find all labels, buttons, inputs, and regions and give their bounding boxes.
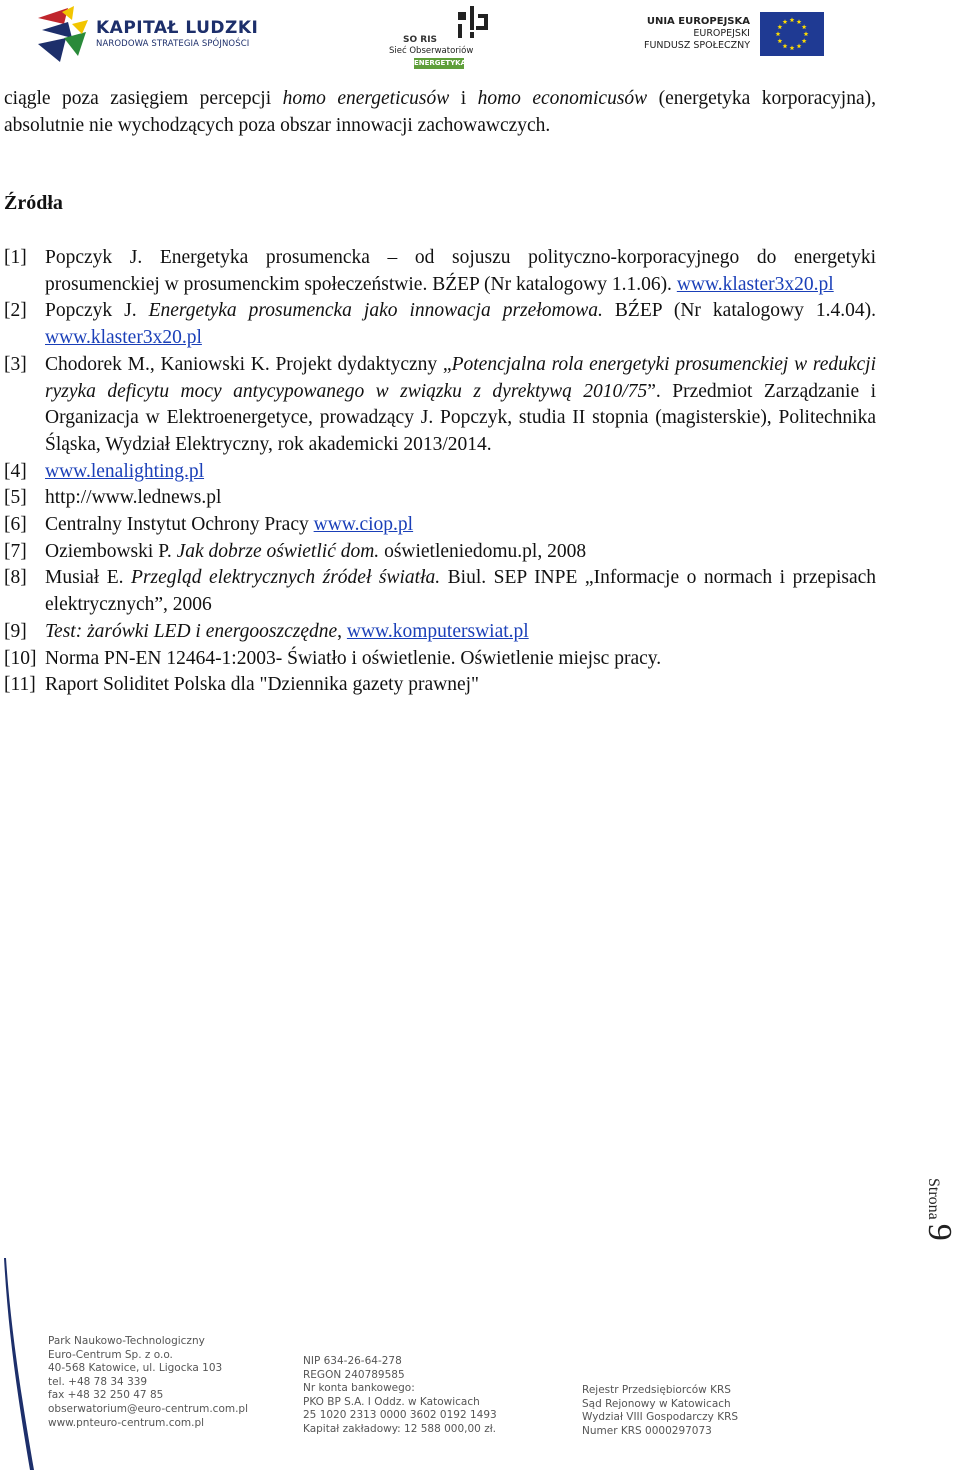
footer-line: Sąd Rejonowy w Katowicach: [582, 1397, 731, 1410]
reference-text: oświetleniedomu.pl, 2008: [379, 540, 587, 562]
eu-line-1: UNIA EUROPEJSKA: [646, 16, 750, 27]
footer-middle: [303, 1355, 497, 1437]
footer-line: 25 1020 2313 0000 3602 0192 1493: [303, 1409, 497, 1422]
intro-italic-2: homo economicusów: [477, 88, 648, 109]
reference-title: Energetyka prosumencka jako innowacja przełomowa.: [148, 300, 603, 322]
reference-text: Centralny Instytut Ochrony Pracy: [45, 514, 314, 536]
reference-item: [4, 298, 876, 351]
footer-line: fax +48 32 250 47 85: [48, 1389, 164, 1402]
reference-number: [5]: [4, 487, 27, 509]
footer-line: Rejestr Przedsiębiorców KRS: [582, 1384, 731, 1396]
reference-title: Potencjalna rola energetyki prosumenckiej w redukcji ryzyka deficytu mocy antycypowanego w związku z dyrektywą 2010/75: [45, 353, 877, 402]
reference-text: Popczyk J.: [45, 300, 149, 322]
footer-line: REGON 240789585: [303, 1368, 405, 1381]
reference-number: [10]: [4, 647, 37, 669]
reference-number: [7]: [4, 540, 27, 562]
intro-text-2: i: [449, 88, 478, 109]
intro-text-3: (energetyka korporacyjna), absolutnie nie wychodzących poza obszar innowacji zachowawczych.: [4, 88, 876, 136]
reference-item: [4, 352, 876, 459]
reference-number: [11]: [4, 674, 36, 696]
reference-text: Chodorek M., Kaniowski K. Projekt dydaktyczny „: [45, 353, 452, 375]
reference-number: [6]: [4, 514, 27, 536]
eu-text: [644, 16, 750, 52]
reference-link[interactable]: www.ciop.pl: [313, 514, 414, 536]
reference-item: [4, 565, 876, 618]
sources-heading: Źródła: [4, 192, 63, 214]
reference-text: Biul. SEP INPE „Informacje o normach i przepisach elektrycznych”, 2006: [45, 567, 877, 616]
footer-line: www.pnteuro-centrum.com.pl: [48, 1416, 205, 1429]
reference-item: [4, 672, 876, 699]
footer-line: Numer KRS 0000297073: [582, 1424, 712, 1437]
page-label: Strona: [925, 1178, 942, 1220]
reference-item: [4, 539, 876, 566]
page-header: [0, 0, 960, 70]
footer-line: Euro-Centrum Sp. z o.o.: [48, 1348, 173, 1361]
reference-link[interactable]: www.klaster3x20.pl: [676, 273, 834, 295]
footer-line: Park Naukowo-Technologiczny: [48, 1335, 205, 1347]
references-list: [4, 245, 876, 699]
reference-item: [4, 619, 876, 646]
footer-line: Nr konta bankowego:: [303, 1382, 415, 1395]
page-number-rotated: [920, 1178, 958, 1241]
footer-line: Kapitał zakładowy: 12 588 000,00 zł.: [303, 1422, 497, 1435]
kapital-ludzki-title: KAPITAŁ LUDZKI: [96, 18, 259, 38]
reference-link[interactable]: www.klaster3x20.pl: [45, 327, 202, 349]
reference-item: [4, 485, 876, 512]
intro-paragraph-block: [4, 86, 876, 139]
soris-name: SO RIS: [403, 35, 438, 45]
reference-number: [3]: [4, 353, 27, 375]
reference-text: ”. Przedmiot Zarządzanie i Organizacja w Elektroenergetyce, prowadzący J. Popczyk, studia II stopnia (magisterskie), Politechnika Śląska, Wydział Elektryczny, rok akademicki 2013/2014.: [45, 380, 876, 455]
kapital-ludzki-star-logo: [38, 4, 90, 66]
reference-text: http://www.lednews.pl: [45, 487, 222, 509]
footer-line: 40-568 Katowice, ul. Ligocka 103: [48, 1362, 223, 1375]
reference-text: Norma PN-EN 12464-1:2003- Światło i oświetlenie. Oświetlenie miejsc pracy.: [45, 647, 662, 669]
soris-mark-icon: [456, 4, 490, 40]
reference-number: [9]: [4, 620, 27, 642]
reference-text: Musiał E.: [45, 567, 132, 589]
reference-title: Jak dobrze oświetlić dom.: [176, 540, 380, 562]
soris-network: Sieć Obserwatoriów: [389, 46, 474, 56]
footer-line: tel. +48 78 34 339: [48, 1375, 148, 1388]
reference-number: [8]: [4, 567, 27, 589]
intro-paragraph: [4, 86, 876, 139]
intro-text-1: ciągle poza zasięgiem percepcji: [4, 88, 283, 109]
kapital-ludzki-subtitle: NARODOWA STRATEGIA SPÓJNOŚCI: [96, 39, 250, 49]
reference-item: [4, 646, 876, 673]
footer-right: [582, 1384, 738, 1438]
reference-link[interactable]: www.komputerswiat.pl: [346, 620, 529, 642]
reference-item: [4, 512, 876, 539]
reference-title: Test: żarówki LED i energooszczędne: [45, 620, 338, 642]
reference-number: [4]: [4, 460, 27, 482]
footer-line: obserwatorium@euro-centrum.com.pl: [48, 1402, 249, 1415]
page-number-value: 9: [921, 1223, 958, 1241]
reference-text: Oziembowski P.: [45, 540, 177, 562]
eu-line-3: FUNDUSZ SPOŁECZNY: [644, 40, 750, 51]
soris-energetyka-bar: ENERGETYKA: [414, 59, 467, 67]
footer-line: Wydział VIII Gospodarczy KRS: [582, 1411, 739, 1424]
eu-flag-icon: [760, 12, 824, 56]
reference-text: ,: [337, 620, 347, 642]
decorative-swoosh: [0, 1258, 40, 1470]
page-number: [918, 1178, 958, 1258]
reference-text: Raport Soliditet Polska dla "Dziennika gazety prawnej": [45, 674, 479, 696]
soris-logo: [386, 2, 506, 68]
footer-left: [48, 1335, 248, 1430]
reference-title: Przegląd elektrycznych źródeł światła.: [131, 567, 441, 589]
eu-line-2: EUROPEJSKI: [693, 28, 750, 39]
reference-number: [1]: [4, 247, 27, 268]
reference-link[interactable]: www.lenalighting.pl: [45, 460, 205, 482]
reference-number: [2]: [4, 300, 27, 322]
intro-italic-1: homo energeticusów: [282, 88, 450, 109]
reference-item: [4, 245, 876, 298]
footer-line: PKO BP S.A. I Oddz. w Katowicach: [303, 1395, 480, 1408]
footer-line: NIP 634-26-64-278: [303, 1355, 402, 1367]
kapital-ludzki-text: [96, 18, 258, 49]
reference-item: [4, 459, 876, 486]
reference-text: BŹEP (Nr katalogowy 1.4.04).: [602, 300, 876, 322]
reference-text: Popczyk J. Energetyka prosumencka – od sojuszu polityczno-korporacyjnego do energetyki prosumenckiej w prosumenckim społeczeństwie. BŹEP (Nr katalogowy 1.1.06).: [45, 247, 876, 295]
